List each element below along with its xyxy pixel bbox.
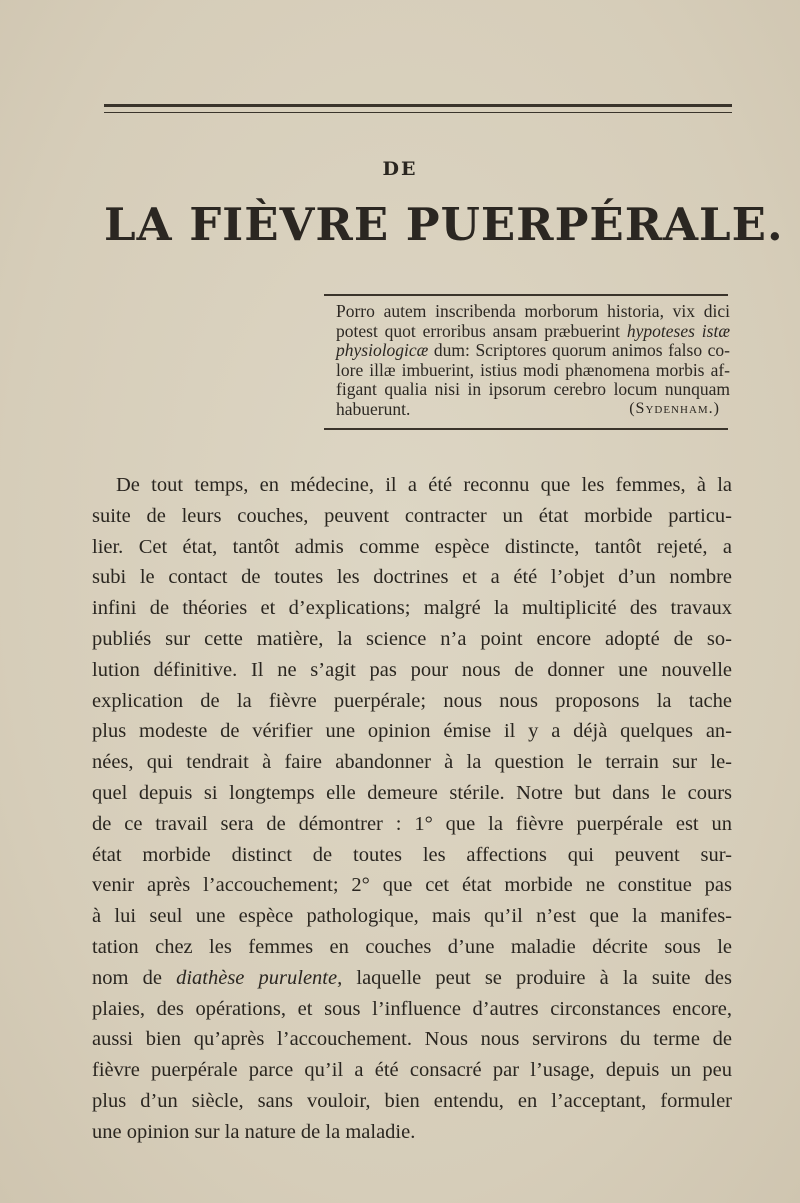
source-close-paren: ) — [713, 400, 720, 417]
paragraph-line: de ce travail sera de démontrer : 1° que la fièvre puerpérale est un — [92, 812, 732, 835]
paragraph-line: nées, qui tendrait à faire abandonner à la question le terrain sur le- — [92, 751, 732, 774]
epigraph-italic: hypoteses istæ physiologicæ — [336, 320, 730, 360]
paragraph-line: état morbide distinct de toutes les affections qui peuvent sur- — [92, 843, 732, 866]
top-double-rule — [104, 104, 732, 113]
heading-de: DE — [382, 158, 418, 180]
paragraph-line: plus modeste de vérifier une opinion émise il y a déjà quelques an- — [92, 720, 732, 743]
body-paragraph — [92, 470, 732, 1148]
paragraph-line: venir après l’accouchement; 2° que cet état morbide ne constitue pas — [92, 874, 732, 897]
paragraph-line: quel depuis si longtemps elle demeure stérile. Notre but dans le cours — [92, 781, 732, 804]
paragraph-line: tation chez les femmes en couches d’une maladie décrite sous le — [92, 935, 732, 958]
paragraph-line: De tout temps, en médecine, il a été reconnu que les femmes, à la — [116, 474, 732, 496]
paragraph-line: à lui seul une espèce pathologique, mais qu’il n’est que la manifes- — [92, 905, 732, 928]
paragraph-line: lier. Cet état, tantôt admis comme espèce distincte, tantôt rejeté, a — [92, 535, 732, 558]
italic-term: diathèse purulente, — [176, 966, 343, 989]
line-segment: laquelle peut se produire à la suite des — [342, 966, 732, 989]
epigraph-source — [336, 400, 720, 418]
paragraph-line: lution définitive. Il ne s’agit pas pour nous de donner une nouvelle — [92, 658, 732, 681]
paragraph-line: fièvre puerpérale parce qu’il a été consacré par l’usage, depuis un peu — [92, 1059, 732, 1082]
paragraph-line: aussi bien qu’après l’accouchement. Nous nous servirons du terme de — [92, 1028, 732, 1051]
paragraph-line: publiés sur cette matière, la science n’a point encore adopté de so- — [92, 627, 732, 650]
line-segment: nom de — [92, 966, 177, 989]
paragraph-line: une opinion sur la nature de la maladie. — [92, 1120, 416, 1143]
page-title: LA FIÈVRE PUERPÉRALE. — [104, 198, 784, 251]
paragraph-line: subi le contact de toutes les doctrines et a été l’objet d’un nombre — [92, 566, 732, 589]
paragraph-line: explication de la fièvre puerpérale; nous nous proposons la tache — [92, 689, 732, 712]
epigraph-text-1: Porro autem inscribenda morborum historia, vix dici potest quot erroribus ansam præbuerint — [336, 301, 730, 341]
paragraph-line-italic — [92, 963, 732, 994]
paragraph-line: plaies, des opérations, et sous l’influence d’autres circonstances encore, — [92, 997, 732, 1020]
epigraph-top-rule — [324, 294, 728, 296]
paragraph-line: plus d’un siècle, sans vouloir, bien entendu, en l’acceptant, formuler — [92, 1089, 732, 1112]
paragraph-line: infini de théories et d’explications; malgré la multiplicité des travaux — [92, 597, 732, 620]
epigraph-text-2: dum: Scriptores quorum animos falso co-lore illæ imbuerint, istius modi phænomena morbis af-figant qualia nisi in ipsorum cerebro locum nunquam habuerunt. — [336, 340, 730, 419]
source-open-paren: ( — [629, 400, 636, 417]
epigraph-bottom-rule — [324, 428, 728, 430]
paragraph-line: suite de leurs couches, peuvent contracter un état morbide particu- — [92, 504, 732, 527]
source-author: Sydenham. — [635, 400, 714, 417]
